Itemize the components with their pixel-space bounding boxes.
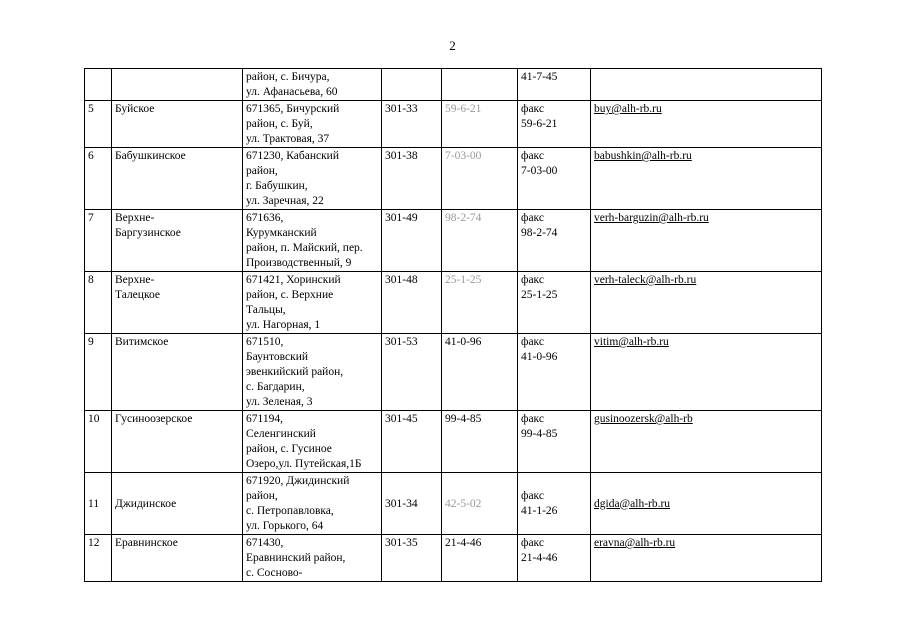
phone-number: 42-5-02 <box>442 473 518 535</box>
email-link[interactable]: buy@alh-rb.ru <box>591 101 822 148</box>
phone-code: 301-33 <box>382 101 442 148</box>
phone-number: 98-2-74 <box>442 210 518 272</box>
row-number: 6 <box>85 148 112 210</box>
fax: 41-7-45 <box>518 69 591 101</box>
phone-number: 41-0-96 <box>442 334 518 411</box>
address: 671510, Баунтовский эвенкийский район, с. Багдарин, ул. Зеленая, 3 <box>243 334 382 411</box>
forestry-name: Верхне- Баргузинское <box>112 210 243 272</box>
forestry-name <box>112 69 243 101</box>
email-link[interactable]: babushkin@alh-rb.ru <box>591 148 822 210</box>
email-link[interactable]: dgida@alh-rb.ru <box>591 473 822 535</box>
phone-code: 301-53 <box>382 334 442 411</box>
fax: факс 7-03-00 <box>518 148 591 210</box>
address: 671920, Джидинский район, с. Петропавловка, ул. Горького, 64 <box>243 473 382 535</box>
address: 671430, Еравнинский район, с. Сосново- <box>243 535 382 582</box>
phone-code: 301-48 <box>382 272 442 334</box>
table-row <box>85 69 822 101</box>
row-number: 7 <box>85 210 112 272</box>
email-link[interactable] <box>591 69 822 101</box>
table-row <box>85 411 822 473</box>
fax: факс 25-1-25 <box>518 272 591 334</box>
row-number: 9 <box>85 334 112 411</box>
address: 671194, Селенгинский район, с. Гусиное Озеро,ул. Путейская,1Б <box>243 411 382 473</box>
address: район, с. Бичура, ул. Афанасьева, 60 <box>243 69 382 101</box>
row-number: 11 <box>85 473 112 535</box>
row-number: 12 <box>85 535 112 582</box>
row-number: 10 <box>85 411 112 473</box>
phone-code: 301-34 <box>382 473 442 535</box>
fax: факс 99-4-85 <box>518 411 591 473</box>
phone-code <box>382 69 442 101</box>
phone-code: 301-35 <box>382 535 442 582</box>
fax: факс 59-6-21 <box>518 101 591 148</box>
table-row <box>85 272 822 334</box>
fax: факс 21-4-46 <box>518 535 591 582</box>
phone-number: 99-4-85 <box>442 411 518 473</box>
forestry-name: Еравнинское <box>112 535 243 582</box>
table-row <box>85 473 822 535</box>
table-row <box>85 334 822 411</box>
table-row <box>85 210 822 272</box>
table-row <box>85 148 822 210</box>
phone-number: 21-4-46 <box>442 535 518 582</box>
email-link[interactable]: verh-taleck@alh-rb.ru <box>591 272 822 334</box>
table-row <box>85 101 822 148</box>
table-row <box>85 535 822 582</box>
forestry-name: Джидинское <box>112 473 243 535</box>
email-link[interactable]: gusinoozersk@alh-rb <box>591 411 822 473</box>
email-link[interactable]: verh-barguzin@alh-rb.ru <box>591 210 822 272</box>
phone-code: 301-38 <box>382 148 442 210</box>
email-link[interactable]: vitim@alh-rb.ru <box>591 334 822 411</box>
phone-number: 25-1-25 <box>442 272 518 334</box>
address: 671365, Бичурский район, с. Буй, ул. Трактовая, 37 <box>243 101 382 148</box>
phone-code: 301-49 <box>382 210 442 272</box>
fax: факс 41-0-96 <box>518 334 591 411</box>
forestry-name: Верхне- Талецкое <box>112 272 243 334</box>
fax: факс 41-1-26 <box>518 473 591 535</box>
forestry-name: Гусиноозерское <box>112 411 243 473</box>
phone-code: 301-45 <box>382 411 442 473</box>
forestry-name: Витимское <box>112 334 243 411</box>
address: 671421, Хоринский район, с. Верхние Тальцы, ул. Нагорная, 1 <box>243 272 382 334</box>
phone-number: 59-6-21 <box>442 101 518 148</box>
row-number: 5 <box>85 101 112 148</box>
forestry-contacts-table <box>84 68 822 582</box>
forestry-name: Бабушкинское <box>112 148 243 210</box>
email-link[interactable]: eravna@alh-rb.ru <box>591 535 822 582</box>
row-number: 8 <box>85 272 112 334</box>
phone-number: 7-03-00 <box>442 148 518 210</box>
address: 671230, Кабанский район, г. Бабушкин, ул. Заречная, 22 <box>243 148 382 210</box>
page-number: 2 <box>449 38 456 53</box>
forestry-name: Буйское <box>112 101 243 148</box>
row-number <box>85 69 112 101</box>
fax: факс 98-2-74 <box>518 210 591 272</box>
phone-number <box>442 69 518 101</box>
address: 671636, Курумканский район, п. Майский, пер. Производственный, 9 <box>243 210 382 272</box>
